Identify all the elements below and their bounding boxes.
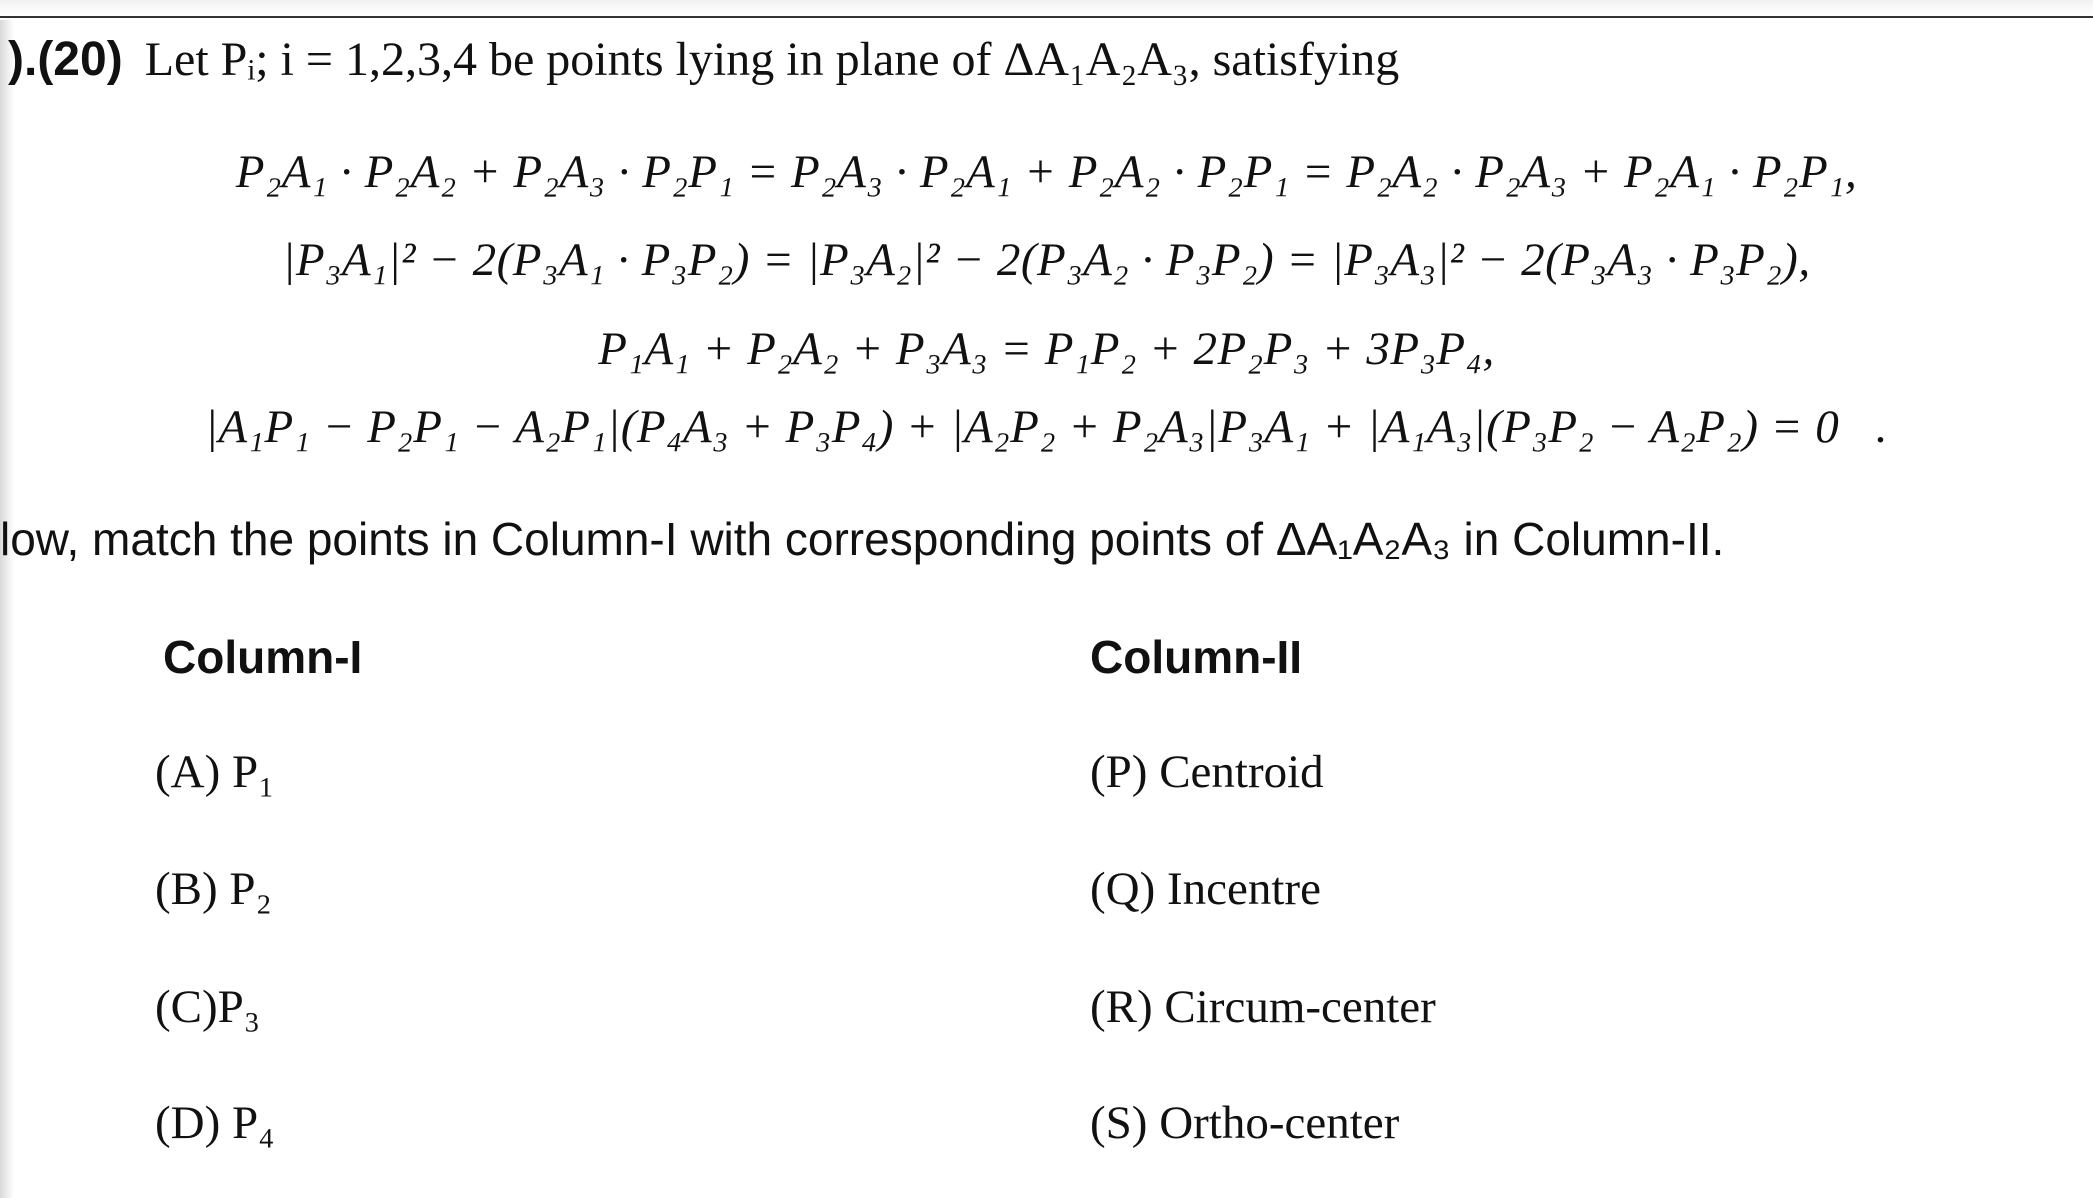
column-1-item-a: (A) P₁ [155,746,275,798]
column-2-item-r: (R) Circum-center [1090,981,1436,1033]
equation-3: P₁A₁ + P₂A₂ + P₃A₃ = P₁P₂ + 2P₂P₃ + 3P₃P₄, [598,323,1495,375]
column-2-heading: Column-II [1090,631,1303,683]
column-1-heading: Column-I [163,631,363,683]
equation-4: |A₁P₁ − P₂P₁ − A₂P₁|(P₄A₃ + P₃P₄) + |A₂P₂ + P₂A₃|P₃A₁ + |A₁A₃|(P₃P₂ − A₂P₂) = 0⃗. [204,401,1889,453]
column-2-item-s: (S) Ortho-center [1090,1097,1400,1149]
column-2-item-q: (Q) Incentre [1090,863,1321,915]
equation-1: P₂A₁ · P₂A₂ + P₂A₃ · P₂P₁ = P₂A₃ · P₂A₁ + P₂A₂ · P₂P₁ = P₂A₂ · P₂A₃ + P₂A₁ · P₂P₁, [235,146,1858,198]
instruction-text: low, match the points in Column-I with corresponding points of ΔA₁A₂A₃ in Column-II. [0,513,1725,565]
column-1-item-c: (C)P₃ [155,981,261,1033]
column-2-item-p: (P) Centroid [1090,746,1324,798]
page-top-border [0,0,2093,18]
column-1-item-d: (D) P₄ [155,1097,275,1149]
question-stem: Let Pᵢ; i = 1,2,3,4 be points lying in plane of ΔA₁A₂A₃, satisfying [144,33,1400,86]
column-1-item-b: (B) P₂ [155,863,272,915]
equation-2: |P₃A₁|² − 2(P₃A₁ · P₃P₂) = |P₃A₂|² − 2(P₃A₂ · P₃P₂) = |P₃A₃|² − 2(P₃A₃ · P₃P₂), [282,234,1811,286]
question-number: ).(20) [8,33,123,86]
question-header [8,32,1399,87]
